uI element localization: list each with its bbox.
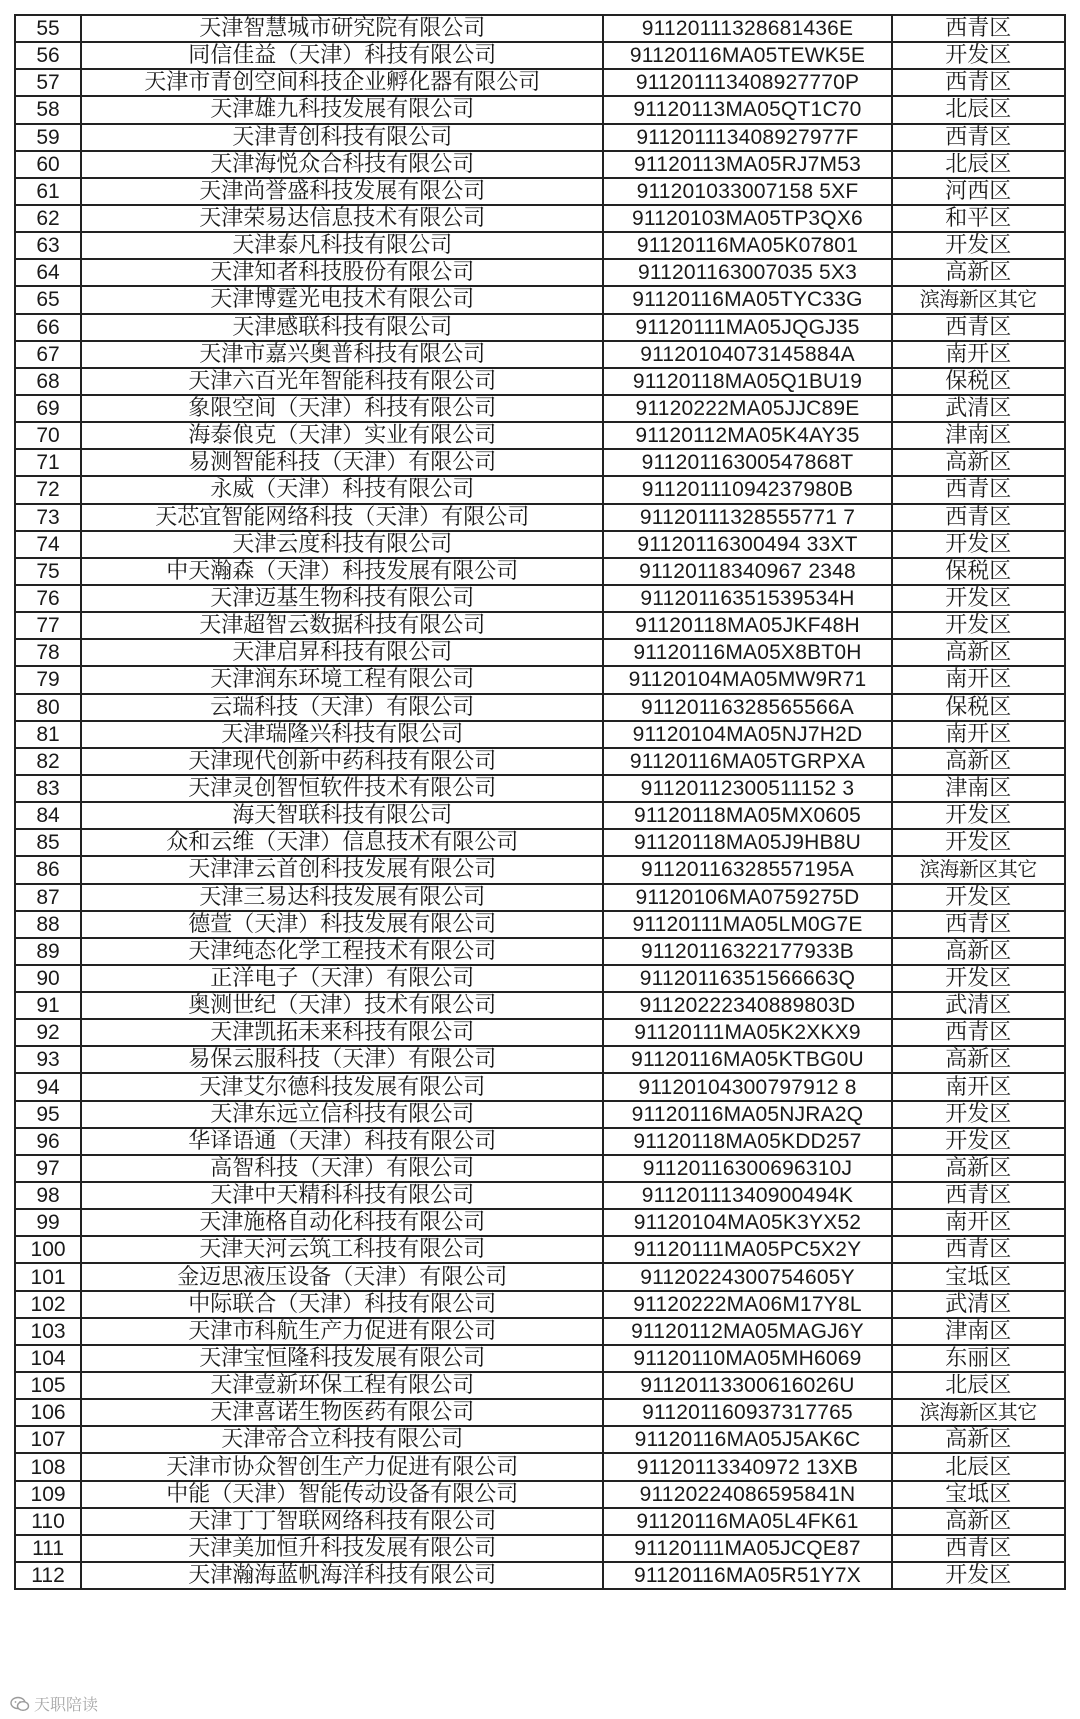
district-cell: 津南区 bbox=[892, 775, 1065, 802]
district-cell: 南开区 bbox=[892, 721, 1065, 748]
company-name-cell: 中能（天津）智能传动设备有限公司 bbox=[81, 1481, 603, 1508]
company-table-body bbox=[15, 15, 1065, 1589]
company-name-cell: 天津启昇科技有限公司 bbox=[81, 639, 603, 666]
table-row bbox=[15, 504, 1065, 531]
row-number-cell: 81 bbox=[15, 721, 81, 748]
table-row bbox=[15, 1426, 1065, 1453]
row-number-cell: 61 bbox=[15, 178, 81, 205]
credit-code-cell: 91120112MA05MAGJ6Y bbox=[603, 1318, 891, 1345]
district-cell: 西青区 bbox=[892, 314, 1065, 341]
credit-code-cell: 91120116MA05X8BT0H bbox=[603, 639, 891, 666]
credit-code-cell: 91120116351539534H bbox=[603, 585, 891, 612]
table-row bbox=[15, 178, 1065, 205]
company-name-cell: 天津津云首创科技发展有限公司 bbox=[81, 856, 603, 883]
row-number-cell: 103 bbox=[15, 1318, 81, 1345]
company-name-cell: 天津凯拓未来科技有限公司 bbox=[81, 1019, 603, 1046]
credit-code-cell: 91120111328555771 7 bbox=[603, 504, 891, 531]
company-name-cell: 天津迈基生物科技有限公司 bbox=[81, 585, 603, 612]
row-number-cell: 104 bbox=[15, 1345, 81, 1372]
credit-code-cell: 91120224086595841N bbox=[603, 1481, 891, 1508]
row-number-cell: 72 bbox=[15, 476, 81, 503]
company-name-cell: 云瑞科技（天津）有限公司 bbox=[81, 694, 603, 721]
row-number-cell: 62 bbox=[15, 205, 81, 232]
table-row bbox=[15, 1019, 1065, 1046]
table-row bbox=[15, 341, 1065, 368]
company-name-cell: 天津超智云数据科技有限公司 bbox=[81, 612, 603, 639]
table-row bbox=[15, 938, 1065, 965]
table-row bbox=[15, 531, 1065, 558]
watermark bbox=[10, 1692, 98, 1715]
table-row bbox=[15, 1508, 1065, 1535]
company-name-cell: 天津现代创新中药科技有限公司 bbox=[81, 748, 603, 775]
row-number-cell: 97 bbox=[15, 1155, 81, 1182]
district-cell: 高新区 bbox=[892, 1508, 1065, 1535]
table-row bbox=[15, 992, 1065, 1019]
row-number-cell: 74 bbox=[15, 531, 81, 558]
row-number-cell: 91 bbox=[15, 992, 81, 1019]
company-name-cell: 天津灵创智恒软件技术有限公司 bbox=[81, 775, 603, 802]
company-name-cell: 天津瑞隆兴科技有限公司 bbox=[81, 721, 603, 748]
table-row bbox=[15, 1182, 1065, 1209]
table-row bbox=[15, 884, 1065, 911]
credit-code-cell: 91120222MA05JJC89E bbox=[603, 395, 891, 422]
district-cell: 开发区 bbox=[892, 1101, 1065, 1128]
wechat-icon bbox=[10, 1696, 30, 1712]
credit-code-cell: 91120111MA05JQGJ35 bbox=[603, 314, 891, 341]
company-name-cell: 天津施格自动化科技有限公司 bbox=[81, 1209, 603, 1236]
company-name-cell: 众和云维（天津）信息技术有限公司 bbox=[81, 829, 603, 856]
table-row bbox=[15, 1046, 1065, 1073]
company-name-cell: 金迈思液压设备（天津）有限公司 bbox=[81, 1263, 603, 1290]
company-name-cell: 天津润东环境工程有限公司 bbox=[81, 666, 603, 693]
row-number-cell: 95 bbox=[15, 1101, 81, 1128]
table-row bbox=[15, 286, 1065, 313]
district-cell: 高新区 bbox=[892, 1046, 1065, 1073]
table-row bbox=[15, 1481, 1065, 1508]
table-row bbox=[15, 775, 1065, 802]
company-name-cell: 海泰俍克（天津）实业有限公司 bbox=[81, 422, 603, 449]
district-cell: 北辰区 bbox=[892, 1453, 1065, 1480]
district-cell: 津南区 bbox=[892, 1318, 1065, 1345]
table-row bbox=[15, 802, 1065, 829]
company-name-cell: 天津云度科技有限公司 bbox=[81, 531, 603, 558]
district-cell: 开发区 bbox=[892, 829, 1065, 856]
company-name-cell: 天津知者科技股份有限公司 bbox=[81, 259, 603, 286]
table-row bbox=[15, 1263, 1065, 1290]
credit-code-cell: 91120116300547868T bbox=[603, 449, 891, 476]
table-row bbox=[15, 639, 1065, 666]
credit-code-cell: 91120118MA05MX0605 bbox=[603, 802, 891, 829]
row-number-cell: 89 bbox=[15, 938, 81, 965]
district-cell: 北辰区 bbox=[892, 96, 1065, 123]
table-row bbox=[15, 1291, 1065, 1318]
table-row bbox=[15, 585, 1065, 612]
credit-code-cell: 91120111328681436E bbox=[603, 15, 891, 42]
company-name-cell: 天津美加恒升科技发展有限公司 bbox=[81, 1535, 603, 1562]
row-number-cell: 100 bbox=[15, 1236, 81, 1263]
row-number-cell: 73 bbox=[15, 504, 81, 531]
company-name-cell: 天津市科航生产力促进有限公司 bbox=[81, 1318, 603, 1345]
credit-code-cell: 91120118340967 2348 bbox=[603, 558, 891, 585]
row-number-cell: 64 bbox=[15, 259, 81, 286]
table-row bbox=[15, 1453, 1065, 1480]
row-number-cell: 80 bbox=[15, 694, 81, 721]
district-cell: 滨海新区其它 bbox=[892, 1399, 1065, 1426]
district-cell: 保税区 bbox=[892, 558, 1065, 585]
credit-code-cell: 91120112300511152 3 bbox=[603, 775, 891, 802]
credit-code-cell: 91120116MA05K07801 bbox=[603, 232, 891, 259]
company-name-cell: 天津宝恒隆科技发展有限公司 bbox=[81, 1345, 603, 1372]
row-number-cell: 70 bbox=[15, 422, 81, 449]
district-cell: 滨海新区其它 bbox=[892, 286, 1065, 313]
table-row bbox=[15, 965, 1065, 992]
row-number-cell: 107 bbox=[15, 1426, 81, 1453]
row-number-cell: 66 bbox=[15, 314, 81, 341]
district-cell: 开发区 bbox=[892, 42, 1065, 69]
company-name-cell: 易测智能科技（天津）有限公司 bbox=[81, 449, 603, 476]
row-number-cell: 71 bbox=[15, 449, 81, 476]
company-name-cell: 天津市青创空间科技企业孵化器有限公司 bbox=[81, 69, 603, 96]
table-row bbox=[15, 96, 1065, 123]
table-row bbox=[15, 666, 1065, 693]
company-name-cell: 天津喜诺生物医药有限公司 bbox=[81, 1399, 603, 1426]
table-row bbox=[15, 1209, 1065, 1236]
row-number-cell: 102 bbox=[15, 1291, 81, 1318]
company-table bbox=[14, 14, 1066, 1590]
table-row bbox=[15, 1318, 1065, 1345]
row-number-cell: 85 bbox=[15, 829, 81, 856]
district-cell: 滨海新区其它 bbox=[892, 856, 1065, 883]
district-cell: 南开区 bbox=[892, 1209, 1065, 1236]
table-row bbox=[15, 1345, 1065, 1372]
credit-code-cell: 91120111MA05K2XKX9 bbox=[603, 1019, 891, 1046]
credit-code-cell: 91120112MA05K4AY35 bbox=[603, 422, 891, 449]
credit-code-cell: 91120104MA05MW9R71 bbox=[603, 666, 891, 693]
credit-code-cell: 91120116MA05L4FK61 bbox=[603, 1508, 891, 1535]
credit-code-cell: 91120116328557195A bbox=[603, 856, 891, 883]
district-cell: 南开区 bbox=[892, 666, 1065, 693]
credit-code-cell: 911201160937317765 bbox=[603, 1399, 891, 1426]
company-name-cell: 天津荣易达信息技术有限公司 bbox=[81, 205, 603, 232]
company-name-cell: 天津青创科技有限公司 bbox=[81, 124, 603, 151]
credit-code-cell: 91120113340972 13XB bbox=[603, 1453, 891, 1480]
district-cell: 西青区 bbox=[892, 911, 1065, 938]
table-row bbox=[15, 1562, 1065, 1589]
table-row bbox=[15, 449, 1065, 476]
table-row bbox=[15, 1236, 1065, 1263]
company-name-cell: 天津雄九科技发展有限公司 bbox=[81, 96, 603, 123]
company-name-cell: 高智科技（天津）有限公司 bbox=[81, 1155, 603, 1182]
credit-code-cell: 91120116300494 33XT bbox=[603, 531, 891, 558]
district-cell: 南开区 bbox=[892, 1073, 1065, 1100]
table-row bbox=[15, 1073, 1065, 1100]
row-number-cell: 59 bbox=[15, 124, 81, 151]
company-name-cell: 天津天河云筑工科技有限公司 bbox=[81, 1236, 603, 1263]
company-name-cell: 天津壹新环保工程有限公司 bbox=[81, 1372, 603, 1399]
credit-code-cell: 91120116MA05TYC33G bbox=[603, 286, 891, 313]
row-number-cell: 82 bbox=[15, 748, 81, 775]
table-row bbox=[15, 368, 1065, 395]
row-number-cell: 98 bbox=[15, 1182, 81, 1209]
district-cell: 高新区 bbox=[892, 1155, 1065, 1182]
credit-code-cell: 91120116MA05R51Y7X bbox=[603, 1562, 891, 1589]
row-number-cell: 63 bbox=[15, 232, 81, 259]
credit-code-cell: 91120111MA05LM0G7E bbox=[603, 911, 891, 938]
district-cell: 北辰区 bbox=[892, 151, 1065, 178]
credit-code-cell: 91120118MA05JKF48H bbox=[603, 612, 891, 639]
company-name-cell: 象限空间（天津）科技有限公司 bbox=[81, 395, 603, 422]
company-name-cell: 华译语通（天津）科技有限公司 bbox=[81, 1128, 603, 1155]
district-cell: 高新区 bbox=[892, 1426, 1065, 1453]
credit-code-cell: 91120111094237980B bbox=[603, 476, 891, 503]
row-number-cell: 78 bbox=[15, 639, 81, 666]
table-row bbox=[15, 1372, 1065, 1399]
district-cell: 高新区 bbox=[892, 748, 1065, 775]
company-name-cell: 奥测世纪（天津）技术有限公司 bbox=[81, 992, 603, 1019]
table-row bbox=[15, 721, 1065, 748]
district-cell: 和平区 bbox=[892, 205, 1065, 232]
company-name-cell: 中际联合（天津）科技有限公司 bbox=[81, 1291, 603, 1318]
row-number-cell: 83 bbox=[15, 775, 81, 802]
credit-code-cell: 91120113MA05RJ7M53 bbox=[603, 151, 891, 178]
credit-code-cell: 91120111340900494K bbox=[603, 1182, 891, 1209]
company-name-cell: 永威（天津）科技有限公司 bbox=[81, 476, 603, 503]
district-cell: 宝坻区 bbox=[892, 1481, 1065, 1508]
credit-code-cell: 91120104MA05NJ7H2D bbox=[603, 721, 891, 748]
credit-code-cell: 91120222340889803D bbox=[603, 992, 891, 1019]
credit-code-cell: 91120113300616026U bbox=[603, 1372, 891, 1399]
row-number-cell: 75 bbox=[15, 558, 81, 585]
company-name-cell: 天津三易达科技发展有限公司 bbox=[81, 884, 603, 911]
district-cell: 西青区 bbox=[892, 15, 1065, 42]
row-number-cell: 101 bbox=[15, 1263, 81, 1290]
company-name-cell: 德萱（天津）科技发展有限公司 bbox=[81, 911, 603, 938]
company-name-cell: 天津泰凡科技有限公司 bbox=[81, 232, 603, 259]
row-number-cell: 109 bbox=[15, 1481, 81, 1508]
watermark-text: 天职陪读 bbox=[34, 1695, 99, 1714]
district-cell: 宝坻区 bbox=[892, 1263, 1065, 1290]
credit-code-cell: 911201033007158 5XF bbox=[603, 178, 891, 205]
table-row bbox=[15, 395, 1065, 422]
row-number-cell: 79 bbox=[15, 666, 81, 693]
company-name-cell: 天津海悦众合科技有限公司 bbox=[81, 151, 603, 178]
credit-code-cell: 91120104MA05K3YX52 bbox=[603, 1209, 891, 1236]
credit-code-cell: 91120116300696310J bbox=[603, 1155, 891, 1182]
district-cell: 武清区 bbox=[892, 395, 1065, 422]
row-number-cell: 57 bbox=[15, 69, 81, 96]
row-number-cell: 60 bbox=[15, 151, 81, 178]
row-number-cell: 92 bbox=[15, 1019, 81, 1046]
district-cell: 开发区 bbox=[892, 965, 1065, 992]
company-name-cell: 天津艾尔德科技发展有限公司 bbox=[81, 1073, 603, 1100]
district-cell: 开发区 bbox=[892, 802, 1065, 829]
district-cell: 开发区 bbox=[892, 585, 1065, 612]
company-name-cell: 天芯宜智能网络科技（天津）有限公司 bbox=[81, 504, 603, 531]
company-name-cell: 天津中天精科科技有限公司 bbox=[81, 1182, 603, 1209]
credit-code-cell: 91120103MA05TP3QX6 bbox=[603, 205, 891, 232]
district-cell: 南开区 bbox=[892, 341, 1065, 368]
credit-code-cell: 91120116328565566A bbox=[603, 694, 891, 721]
company-name-cell: 易保云服科技（天津）有限公司 bbox=[81, 1046, 603, 1073]
table-row bbox=[15, 1101, 1065, 1128]
district-cell: 东丽区 bbox=[892, 1345, 1065, 1372]
credit-code-cell: 91120116MA05KTBG0U bbox=[603, 1046, 891, 1073]
table-row bbox=[15, 232, 1065, 259]
company-name-cell: 天津感联科技有限公司 bbox=[81, 314, 603, 341]
table-row bbox=[15, 124, 1065, 151]
row-number-cell: 93 bbox=[15, 1046, 81, 1073]
row-number-cell: 105 bbox=[15, 1372, 81, 1399]
row-number-cell: 99 bbox=[15, 1209, 81, 1236]
district-cell: 西青区 bbox=[892, 504, 1065, 531]
table-row bbox=[15, 829, 1065, 856]
row-number-cell: 106 bbox=[15, 1399, 81, 1426]
district-cell: 西青区 bbox=[892, 124, 1065, 151]
company-name-cell: 同信佳益（天津）科技有限公司 bbox=[81, 42, 603, 69]
row-number-cell: 67 bbox=[15, 341, 81, 368]
table-row bbox=[15, 1128, 1065, 1155]
district-cell: 武清区 bbox=[892, 1291, 1065, 1318]
credit-code-cell: 91120104073145884A bbox=[603, 341, 891, 368]
company-name-cell: 天津智慧城市研究院有限公司 bbox=[81, 15, 603, 42]
row-number-cell: 68 bbox=[15, 368, 81, 395]
row-number-cell: 88 bbox=[15, 911, 81, 938]
credit-code-cell: 91120113MA05QT1C70 bbox=[603, 96, 891, 123]
district-cell: 西青区 bbox=[892, 69, 1065, 96]
district-cell: 西青区 bbox=[892, 1236, 1065, 1263]
district-cell: 保税区 bbox=[892, 694, 1065, 721]
table-row bbox=[15, 911, 1065, 938]
company-name-cell: 天津纯态化学工程技术有限公司 bbox=[81, 938, 603, 965]
credit-code-cell: 91120118MA05J9HB8U bbox=[603, 829, 891, 856]
district-cell: 开发区 bbox=[892, 612, 1065, 639]
district-cell: 开发区 bbox=[892, 884, 1065, 911]
district-cell: 西青区 bbox=[892, 476, 1065, 503]
district-cell: 开发区 bbox=[892, 1128, 1065, 1155]
table-row bbox=[15, 748, 1065, 775]
credit-code-cell: 91120116322177933B bbox=[603, 938, 891, 965]
credit-code-cell: 911201163007035 5X3 bbox=[603, 259, 891, 286]
district-cell: 开发区 bbox=[892, 1562, 1065, 1589]
district-cell: 高新区 bbox=[892, 639, 1065, 666]
row-number-cell: 96 bbox=[15, 1128, 81, 1155]
district-cell: 武清区 bbox=[892, 992, 1065, 1019]
company-name-cell: 天津东远立信科技有限公司 bbox=[81, 1101, 603, 1128]
table-row bbox=[15, 1155, 1065, 1182]
credit-code-cell: 91120118MA05Q1BU19 bbox=[603, 368, 891, 395]
company-name-cell: 天津瀚海蓝帆海洋科技有限公司 bbox=[81, 1562, 603, 1589]
row-number-cell: 77 bbox=[15, 612, 81, 639]
district-cell: 高新区 bbox=[892, 259, 1065, 286]
company-name-cell: 正洋电子（天津）有限公司 bbox=[81, 965, 603, 992]
table-row bbox=[15, 69, 1065, 96]
table-row bbox=[15, 205, 1065, 232]
table-row bbox=[15, 694, 1065, 721]
credit-code-cell: 91120118MA05KDD257 bbox=[603, 1128, 891, 1155]
row-number-cell: 108 bbox=[15, 1453, 81, 1480]
row-number-cell: 112 bbox=[15, 1562, 81, 1589]
company-name-cell: 天津博霆光电技术有限公司 bbox=[81, 286, 603, 313]
row-number-cell: 69 bbox=[15, 395, 81, 422]
company-name-cell: 天津丁丁智联网络科技有限公司 bbox=[81, 1508, 603, 1535]
row-number-cell: 65 bbox=[15, 286, 81, 313]
table-row bbox=[15, 612, 1065, 639]
credit-code-cell: 91120116MA05TGRPXA bbox=[603, 748, 891, 775]
district-cell: 开发区 bbox=[892, 232, 1065, 259]
table-row bbox=[15, 476, 1065, 503]
row-number-cell: 110 bbox=[15, 1508, 81, 1535]
credit-code-cell: 91120111MA05JCQE87 bbox=[603, 1535, 891, 1562]
district-cell: 开发区 bbox=[892, 531, 1065, 558]
table-row bbox=[15, 151, 1065, 178]
company-name-cell: 天津尚誉盛科技发展有限公司 bbox=[81, 178, 603, 205]
table-row bbox=[15, 422, 1065, 449]
credit-code-cell: 91120104300797912 8 bbox=[603, 1073, 891, 1100]
table-row bbox=[15, 558, 1065, 585]
row-number-cell: 58 bbox=[15, 96, 81, 123]
table-row bbox=[15, 15, 1065, 42]
credit-code-cell: 91120116MA05NJRA2Q bbox=[603, 1101, 891, 1128]
table-row bbox=[15, 42, 1065, 69]
credit-code-cell: 911201113408927977F bbox=[603, 124, 891, 151]
company-name-cell: 天津六百光年智能科技有限公司 bbox=[81, 368, 603, 395]
credit-code-cell: 91120111MA05PC5X2Y bbox=[603, 1236, 891, 1263]
row-number-cell: 111 bbox=[15, 1535, 81, 1562]
credit-code-cell: 91120116351566663Q bbox=[603, 965, 891, 992]
row-number-cell: 86 bbox=[15, 856, 81, 883]
company-name-cell: 海天智联科技有限公司 bbox=[81, 802, 603, 829]
district-cell: 高新区 bbox=[892, 938, 1065, 965]
row-number-cell: 56 bbox=[15, 42, 81, 69]
credit-code-cell: 91120110MA05MH6069 bbox=[603, 1345, 891, 1372]
table-row bbox=[15, 314, 1065, 341]
company-name-cell: 天津帝合立科技有限公司 bbox=[81, 1426, 603, 1453]
row-number-cell: 55 bbox=[15, 15, 81, 42]
row-number-cell: 84 bbox=[15, 802, 81, 829]
company-name-cell: 天津市协众智创生产力促进有限公司 bbox=[81, 1453, 603, 1480]
district-cell: 西青区 bbox=[892, 1019, 1065, 1046]
district-cell: 保税区 bbox=[892, 368, 1065, 395]
credit-code-cell: 91120106MA0759275D bbox=[603, 884, 891, 911]
row-number-cell: 94 bbox=[15, 1073, 81, 1100]
district-cell: 北辰区 bbox=[892, 1372, 1065, 1399]
district-cell: 西青区 bbox=[892, 1535, 1065, 1562]
row-number-cell: 87 bbox=[15, 884, 81, 911]
credit-code-cell: 911201113408927770P bbox=[603, 69, 891, 96]
table-row bbox=[15, 259, 1065, 286]
row-number-cell: 76 bbox=[15, 585, 81, 612]
credit-code-cell: 91120116MA05TEWK5E bbox=[603, 42, 891, 69]
table-row bbox=[15, 1399, 1065, 1426]
row-number-cell: 90 bbox=[15, 965, 81, 992]
credit-code-cell: 91120116MA05J5AK6C bbox=[603, 1426, 891, 1453]
district-cell: 津南区 bbox=[892, 422, 1065, 449]
credit-code-cell: 91120224300754605Y bbox=[603, 1263, 891, 1290]
credit-code-cell: 91120222MA06M17Y8L bbox=[603, 1291, 891, 1318]
company-name-cell: 天津市嘉兴奥普科技有限公司 bbox=[81, 341, 603, 368]
table-row bbox=[15, 1535, 1065, 1562]
district-cell: 西青区 bbox=[892, 1182, 1065, 1209]
district-cell: 高新区 bbox=[892, 449, 1065, 476]
district-cell: 河西区 bbox=[892, 178, 1065, 205]
company-name-cell: 中天瀚森（天津）科技发展有限公司 bbox=[81, 558, 603, 585]
table-row bbox=[15, 856, 1065, 883]
